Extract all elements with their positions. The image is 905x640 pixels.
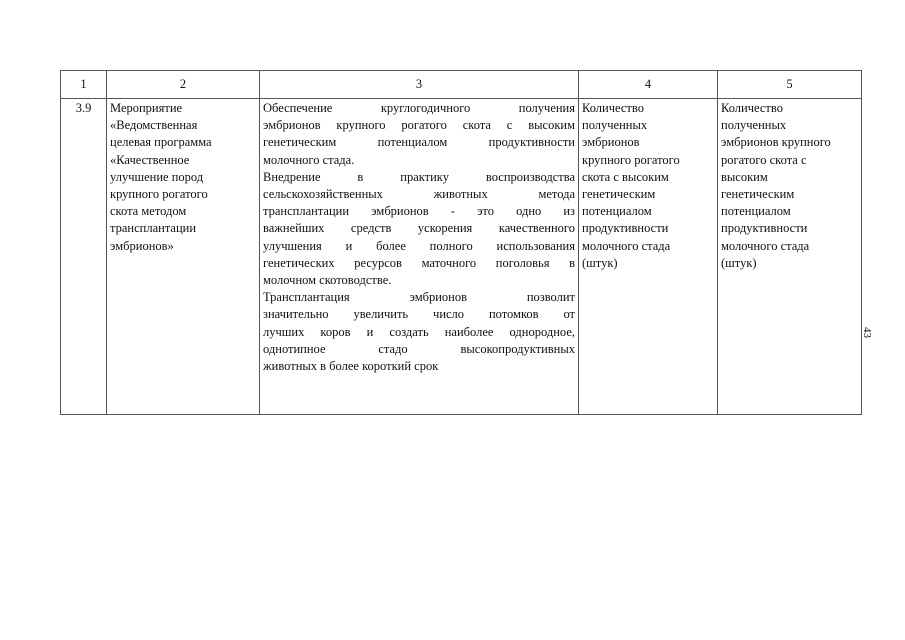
description-line: Обеспечение круглогодичного получения bbox=[263, 101, 575, 115]
result-line: эмбрионов крупного bbox=[721, 135, 831, 150]
description-line: лучших коров и создать наиболее однородное, bbox=[263, 324, 575, 339]
indicator-line: крупного рогатого bbox=[582, 152, 680, 167]
description-line: генетических ресурсов маточного поголовья в bbox=[263, 255, 575, 270]
description-line: улучшения и более полного использования bbox=[263, 238, 575, 253]
description-line: животных в более короткий срок bbox=[263, 359, 439, 374]
description-line: эмбрионов крупного рогатого скота с высоким bbox=[263, 118, 575, 133]
description-line: молочном скотоводстве. bbox=[263, 273, 392, 288]
page-number: 43 bbox=[861, 327, 873, 338]
header-row bbox=[61, 71, 862, 99]
document-table bbox=[60, 70, 862, 415]
indicator-line: скота с высоким bbox=[582, 169, 669, 184]
result-line: (штук) bbox=[721, 255, 757, 270]
result-line: высоким bbox=[721, 169, 768, 184]
indicator-line: Количество bbox=[582, 101, 644, 115]
event-line: Мероприятие bbox=[110, 101, 183, 115]
description-line: молочного стада. bbox=[263, 152, 355, 167]
event-line: крупного рогатого bbox=[110, 187, 208, 202]
result-cell bbox=[718, 99, 862, 415]
event-line: целевая программа bbox=[110, 135, 212, 150]
event-line: трансплантации bbox=[110, 221, 197, 236]
table-row bbox=[61, 99, 862, 415]
event-line: эмбрионов» bbox=[110, 238, 174, 253]
result-line: продуктивности bbox=[721, 221, 808, 236]
description-line: трансплантации эмбрионов - это одно из bbox=[263, 204, 575, 219]
indicator-line: продуктивности bbox=[582, 221, 669, 236]
description-line: Внедрение в практику воспроизводства bbox=[263, 169, 575, 184]
indicator-line: полученных bbox=[582, 118, 648, 133]
result-line: Количество bbox=[721, 101, 783, 115]
indicator-line: генетическим bbox=[582, 187, 656, 202]
description-line: генетическим потенциалом продуктивности bbox=[263, 135, 575, 150]
header-cell-4: 4 bbox=[579, 71, 718, 99]
event-cell bbox=[107, 99, 260, 415]
header-cell-1: 1 bbox=[61, 71, 107, 99]
description-line: однотипное стадо высокопродуктивных bbox=[263, 341, 575, 356]
result-line: рогатого скота с bbox=[721, 152, 807, 167]
description-line: сельскохозяйственных животных метода bbox=[263, 187, 575, 202]
event-line: «Ведомственная bbox=[110, 118, 198, 133]
indicator-line: потенциалом bbox=[582, 204, 652, 219]
indicator-cell bbox=[579, 99, 718, 415]
header-cell-5: 5 bbox=[718, 71, 862, 99]
header-cell-3: 3 bbox=[260, 71, 579, 99]
result-line: генетическим bbox=[721, 187, 795, 202]
indicator-line: молочного стада bbox=[582, 238, 671, 253]
event-line: скота методом bbox=[110, 204, 187, 219]
header-cell-2: 2 bbox=[107, 71, 260, 99]
result-line: потенциалом bbox=[721, 204, 791, 219]
description-cell bbox=[260, 99, 579, 415]
row-number: 3.9 bbox=[61, 99, 107, 415]
event-line: «Качественное bbox=[110, 152, 190, 167]
result-line: молочного стада bbox=[721, 238, 810, 253]
indicator-line: (штук) bbox=[582, 255, 618, 270]
description-line: значительно увеличить число потомков от bbox=[263, 307, 575, 322]
event-line: улучшение пород bbox=[110, 169, 204, 184]
description-line: важнейших средств ускорения качественного bbox=[263, 221, 575, 236]
description-line: Трансплантация эмбрионов позволит bbox=[263, 290, 575, 305]
result-line: полученных bbox=[721, 118, 787, 133]
indicator-line: эмбрионов bbox=[582, 135, 640, 150]
